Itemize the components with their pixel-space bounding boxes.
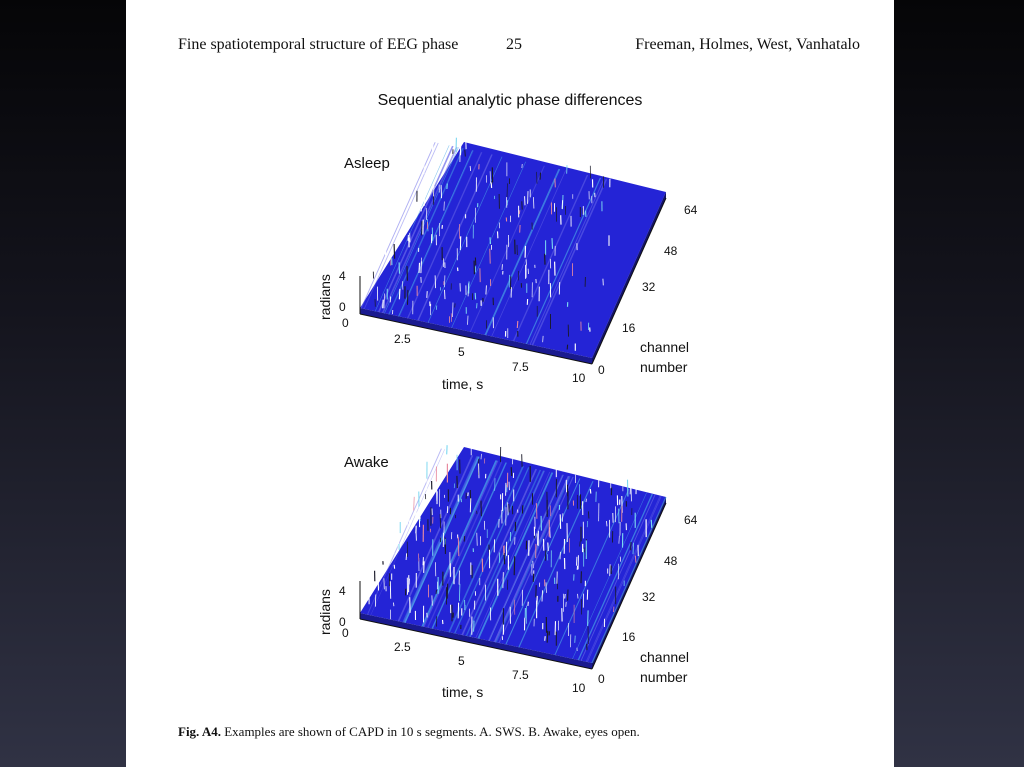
surface-spike [486,285,487,294]
surface-spike [464,536,465,542]
z-tick-label: 0 [339,300,346,314]
y-tick-label: 16 [622,321,636,335]
surface-spike [484,521,485,530]
z-axis-label: radians [317,274,333,320]
x-tick-label: 2.5 [394,332,411,346]
surface-spike [633,543,634,554]
surface-spike [406,553,407,560]
x-tick-label: 10 [572,371,586,385]
surface-spike [635,556,636,563]
x-tick-label: 5 [458,654,465,668]
surface-spike [537,596,538,604]
surface-spike [447,584,448,599]
surface-spike [542,590,543,601]
surface-spike [458,537,459,556]
surface-spike [394,244,395,259]
y-tick-label: 48 [664,554,678,568]
surface-spike [552,238,553,249]
y-tick-label: 32 [642,590,656,604]
y-tick-label: 16 [622,630,636,644]
y-axis-label: channel [640,649,690,665]
figure-title: Sequential analytic phase differences [377,92,643,109]
surface-spike [590,489,591,494]
surface-spike [445,290,446,299]
surface-plot-asleep [126,110,894,400]
z-tick-label: 0 [339,615,346,629]
surface-spike [588,610,589,626]
x-tick-label: 7.5 [512,668,529,682]
caption-label: Fig. A4. [178,724,221,739]
surface-spike [517,321,518,328]
surface-spike [419,263,420,273]
surface-spike [434,186,435,197]
surface-spike [565,594,566,599]
y-axis-label: number [640,669,688,685]
surface-spike [418,554,419,562]
x-tick-label: 0 [342,316,349,330]
surface-spike [394,538,395,555]
y-tick-label: 0 [598,672,605,686]
paper-page [126,0,894,767]
y-tick-label: 64 [684,203,698,217]
x-tick-label: 0 [342,626,349,640]
x-tick-label: 5 [458,345,465,359]
surface-spike [421,261,422,273]
y-axis-label: number [640,359,688,375]
surface-spike [607,521,608,526]
panel-label: Asleep [344,155,390,172]
surface-spike [548,543,549,551]
y-tick-label: 32 [642,280,656,294]
y-tick-label: 48 [664,244,678,258]
z-tick-label: 4 [339,269,346,283]
y-axis-label: channel [640,339,690,355]
surface-spike [383,300,384,309]
z-axis-label: radians [317,589,333,635]
y-tick-label: 64 [684,513,698,527]
figure-caption [178,724,640,740]
panel-asleep [126,110,894,400]
surface-spike [620,557,621,562]
surface-spike [545,550,546,561]
surface-spike [399,289,400,299]
surface-spike [460,236,461,250]
x-tick-label: 2.5 [394,640,411,654]
surface-plot-awake [126,415,894,705]
page-number: 25 [506,36,522,53]
surface-spike [435,275,436,288]
surface-spike [533,561,534,568]
surface-spike [547,631,548,643]
surface-spike [576,557,577,566]
surface-spike [440,514,441,528]
surface-spike [511,467,512,476]
surface-spike [459,584,460,601]
x-axis-label: time, s [442,376,484,392]
surface-spike [545,636,546,641]
x-tick-label: 7.5 [512,360,529,374]
surface-spike [470,498,471,512]
surface-spike [465,150,466,157]
x-axis-label: time, s [442,684,484,700]
surface-spike [550,527,551,538]
surface-spike [414,497,415,511]
surface-spike [490,237,491,244]
running-head-authors: Freeman, Holmes, West, Vanhatalo [635,36,860,53]
surface-spike [470,166,471,171]
z-tick-label: 4 [339,584,346,598]
surface-spike [562,200,563,209]
x-tick-label: 10 [572,681,586,695]
running-head-title: Fine spatiotemporal structure of EEG phase [178,36,459,53]
y-tick-label: 0 [598,363,605,377]
panel-label: Awake [344,454,389,471]
running-head [126,36,894,56]
caption-text: Examples are shown of CAPD in 10 s segments. A. SWS. B. Awake, eyes open. [224,724,640,739]
surface-spike [514,556,515,575]
panel-awake [126,415,894,705]
